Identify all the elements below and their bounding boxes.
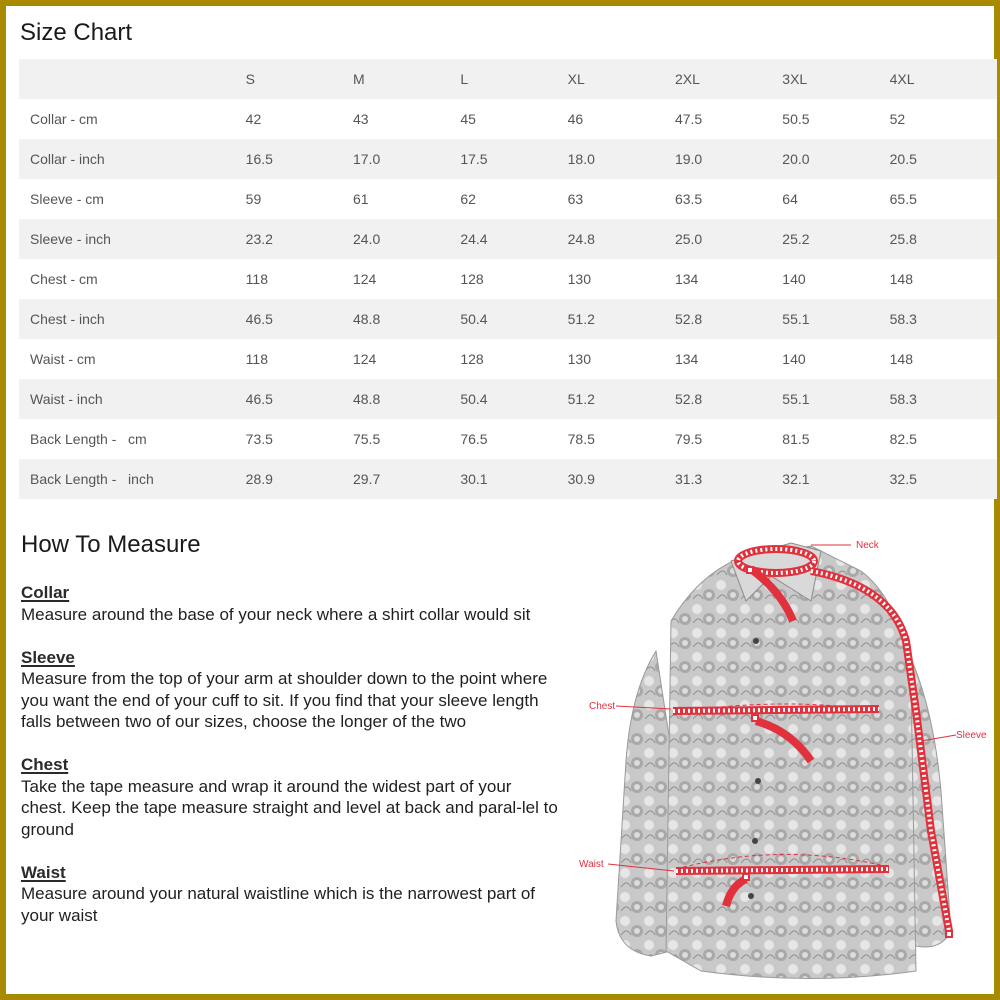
table-row [19, 379, 997, 419]
row-label: Chest - inch [30, 311, 105, 327]
row-label: Chest - cm [30, 271, 98, 287]
measure-instructions [21, 582, 561, 948]
header-cell-m: M [352, 71, 365, 87]
table-cell: 52 [889, 111, 906, 127]
table-row [19, 219, 997, 259]
label-waist: Waist [579, 859, 604, 870]
row-label: Sleeve - inch [30, 231, 111, 247]
table-row [19, 259, 997, 299]
table-cell: 25.2 [782, 231, 810, 247]
table-row [19, 179, 997, 219]
header-cell-4xl: 4XL [889, 71, 915, 87]
table-cell: 82.5 [889, 431, 917, 447]
instruction-sleeve [21, 647, 561, 733]
table-cell: 79.5 [674, 431, 703, 447]
table-header-row [19, 59, 997, 99]
instruction-text-waist: Measure around your natural waistline which is the narrowest part of your waist [21, 884, 536, 925]
table-cell: 31.3 [674, 471, 703, 487]
instruction-waist [21, 862, 561, 927]
table-cell: 130 [567, 351, 591, 367]
table-cell: 148 [889, 351, 913, 367]
table-cell: 148 [889, 271, 913, 287]
table-cell: 52.8 [674, 391, 703, 407]
table-cell: 59 [245, 191, 262, 207]
table-cell: 28.9 [245, 471, 273, 487]
table-cell: 61 [352, 191, 369, 207]
row-label: Sleeve - cm [30, 191, 104, 207]
table-row [19, 459, 997, 499]
table-cell: 16.5 [245, 151, 273, 167]
table-cell: 130 [567, 271, 591, 287]
label-sleeve: Sleeve [956, 730, 987, 741]
table-cell: 63 [567, 191, 584, 207]
table-row [19, 99, 997, 139]
row-label: Back Length - cm [30, 431, 147, 447]
instruction-heading-sleeve: Sleeve [21, 647, 75, 667]
row-label: Waist - cm [30, 351, 96, 367]
table-cell: 128 [460, 351, 484, 367]
table-cell: 24.4 [460, 231, 488, 247]
table-cell: 58.3 [889, 391, 917, 407]
table-cell: 48.8 [352, 311, 381, 327]
table-cell: 140 [782, 351, 806, 367]
table-cell: 47.5 [674, 111, 703, 127]
how-to-measure-title: How To Measure [21, 531, 201, 558]
table-cell: 65.5 [889, 191, 917, 207]
table-cell: 134 [674, 351, 699, 367]
instruction-text-sleeve: Measure from the top of your arm at shoulder down to the point where you want the end of your cuff to sit. If you find that your sleeve length falls between two of our sizes, choose the longer of the two [21, 669, 548, 731]
table-cell: 24.8 [567, 231, 595, 247]
table-cell: 20.5 [889, 151, 917, 167]
instruction-chest [21, 754, 561, 840]
table-cell: 25.0 [674, 231, 703, 247]
table-cell: 81.5 [782, 431, 810, 447]
header-cell-xl: XL [567, 71, 585, 87]
label-neck: Neck [856, 540, 879, 551]
table-cell: 76.5 [460, 431, 488, 447]
table-cell: 48.8 [352, 391, 381, 407]
instruction-text-chest: Take the tape measure and wrap it around the widest part of your chest. Keep the tape measure straight and level at back and paral-lel to ground [21, 776, 558, 839]
table-cell: 118 [245, 351, 268, 367]
table-cell: 20.0 [782, 151, 810, 167]
table-cell: 17.0 [352, 151, 381, 167]
table-cell: 78.5 [567, 431, 595, 447]
table-cell: 51.2 [567, 311, 595, 327]
header-cell [19, 59, 246, 99]
table-cell: 50.4 [460, 311, 488, 327]
table-cell: 46.5 [245, 311, 273, 327]
table-cell: 32.5 [889, 471, 917, 487]
table-cell: 43 [352, 111, 369, 127]
instruction-heading-collar: Collar [21, 583, 70, 602]
table-cell: 55.1 [782, 311, 810, 327]
header-cell-2xl: 2XL [674, 71, 700, 87]
table-cell: 17.5 [460, 151, 488, 167]
instruction-collar [21, 582, 561, 625]
header-cell-3xl: 3XL [782, 71, 808, 87]
table-cell: 55.1 [782, 391, 810, 407]
table-cell: 29.7 [352, 471, 381, 487]
header-cell-s: S [245, 71, 255, 87]
table-cell: 25.8 [889, 231, 917, 247]
instruction-heading-waist: Waist [21, 862, 66, 882]
table-cell: 63.5 [674, 191, 703, 207]
table-row [19, 139, 997, 179]
size-chart-table [19, 59, 997, 499]
table-cell: 19.0 [674, 151, 703, 167]
table-cell: 51.2 [567, 391, 595, 407]
row-label: Back Length - inch [30, 471, 154, 487]
table-cell: 134 [674, 271, 699, 287]
table-cell: 45 [460, 111, 476, 127]
row-label: Waist - inch [30, 391, 103, 407]
table-cell: 50.4 [460, 391, 488, 407]
label-chest: Chest [589, 701, 616, 712]
table-row [19, 339, 997, 379]
row-label: Collar - cm [30, 111, 98, 127]
table-cell: 24.0 [352, 231, 381, 247]
table-cell: 32.1 [782, 471, 810, 487]
table-cell: 128 [460, 271, 484, 287]
table-cell: 62 [460, 191, 476, 207]
table-cell: 58.3 [889, 311, 917, 327]
table-cell: 23.2 [245, 231, 273, 247]
table-cell: 42 [245, 111, 262, 127]
table-cell: 52.8 [674, 311, 703, 327]
table-cell: 46 [567, 111, 584, 127]
table-cell: 30.9 [567, 471, 595, 487]
table-row [19, 299, 997, 339]
table-cell: 30.1 [460, 471, 488, 487]
table-row [19, 419, 997, 459]
row-label: Collar - inch [30, 151, 105, 167]
instruction-heading-chest: Chest [21, 755, 69, 774]
table-cell: 46.5 [245, 391, 273, 407]
instruction-text-collar: Measure around the base of your neck where a shirt collar would sit [21, 604, 531, 624]
table-cell: 73.5 [245, 431, 273, 447]
shirt-measurement-diagram [571, 531, 1000, 991]
table-cell: 64 [782, 191, 798, 207]
size-chart-title: Size Chart [20, 19, 133, 46]
table-cell: 118 [245, 271, 268, 287]
table-cell: 18.0 [567, 151, 595, 167]
table-cell: 75.5 [352, 431, 381, 447]
header-cell-l: L [460, 71, 469, 87]
table-cell: 124 [352, 351, 377, 367]
table-cell: 124 [352, 271, 377, 287]
table-cell: 140 [782, 271, 806, 287]
table-cell: 50.5 [782, 111, 810, 127]
shirt-illustration [571, 531, 1000, 991]
